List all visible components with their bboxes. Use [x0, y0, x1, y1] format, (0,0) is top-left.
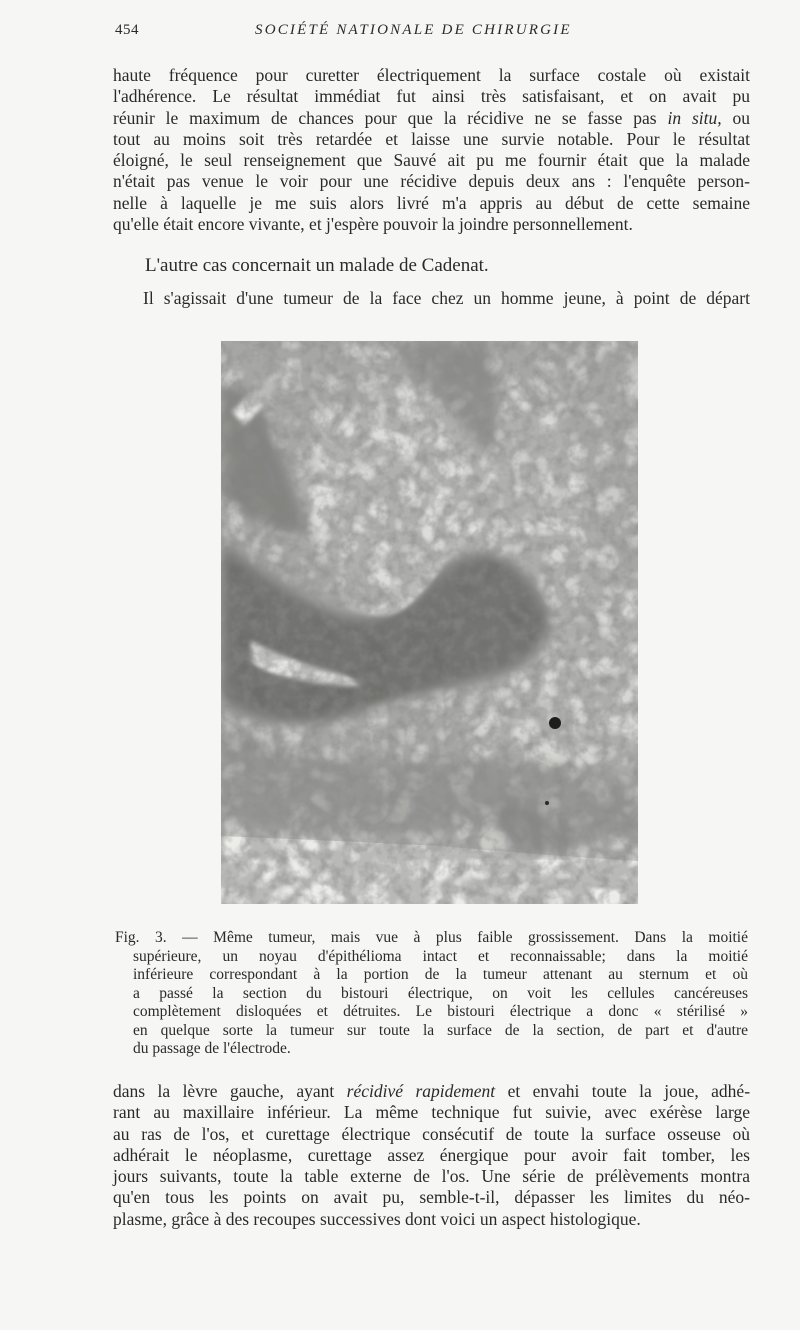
- text-line: Il s'agissait d'une tumeur de la face chez un homme jeune, à point de départ: [143, 288, 750, 308]
- caption-line: [115, 929, 748, 948]
- page-header: [115, 20, 745, 44]
- text-line: au ras de l'os, et curettage électrique consécutif de toute la surface osseuse où: [113, 1123, 750, 1144]
- figure-photomicrograph: [221, 341, 638, 904]
- italic-term: in situ,: [667, 107, 722, 128]
- caption-line: inférieure correspondant à la portion de la tumeur attenant au sternum et où: [133, 966, 748, 983]
- text-segment: ou: [732, 107, 751, 128]
- text-segment: dans la lèvre gauche, ayant: [113, 1081, 335, 1101]
- text-line: rant au maxillaire inférieur. La même technique fut suivie, avec exérèse large: [113, 1102, 750, 1123]
- text-line: qu'en tous les points on avait pu, semble-t-il, dépasser les limites du néo-: [113, 1187, 750, 1208]
- text-line: qu'elle était encore vivante, et j'espère pouvoir la joindre personnellement.: [113, 214, 633, 235]
- text-line: éloigné, le seul renseignement que Sauvé ait pu me fournir était que la malade: [113, 150, 750, 171]
- photomicrograph-image: [221, 341, 638, 904]
- caption-line: supérieure, un noyau d'épithélioma intact et reconnaissable; dans la moitié: [133, 947, 748, 965]
- text-line: plasme, grâce à des recoupes successives dont voici un aspect histologique.: [113, 1208, 641, 1229]
- text-line: haute fréquence pour curetter électriquement la surface costale où existait: [113, 65, 750, 85]
- text-line: nelle à laquelle je me suis alors livré m'a appris au début de cette semaine: [113, 192, 750, 213]
- figure-label: Fig. 3.: [115, 929, 167, 946]
- caption-line: du passage de l'électrode.: [133, 1040, 291, 1057]
- text-line: adhérait le néoplasme, curettage assez énergique pour avoir fait tomber, les: [113, 1144, 750, 1165]
- paragraph-3: [113, 1081, 750, 1230]
- text-segment: et envahi toute la joue, adhé-: [507, 1081, 751, 1101]
- page-number: 454: [115, 22, 139, 38]
- caption-text: — Même tumeur, mais vue à plus faible grossissement. Dans la moitié: [182, 929, 748, 946]
- text-line: n'était pas venue le voir pour une récidive depuis deux ans : l'enquête person-: [113, 171, 750, 192]
- caption-line: en quelque sorte la tumeur sur toute la surface de la section, de part et d'autre: [133, 1021, 748, 1039]
- paragraph-2: [143, 288, 750, 309]
- running-title: SOCIÉTÉ NATIONALE DE CHIRURGIE: [255, 22, 572, 38]
- figure-caption: [115, 929, 748, 1059]
- subheading: L'autre cas concernait un malade de Cadenat.: [145, 255, 489, 276]
- text-line: tout au moins soit très retardée et laisse une survie notable. Pour le résultat: [113, 128, 750, 149]
- text-line: [113, 1081, 750, 1102]
- caption-line: a passé la section du bistouri électrique, on voit les cellules cancéreuses: [133, 984, 748, 1002]
- caption-line: complètement disloquées et détruites. Le bistouri électrique a donc « stérilisé »: [133, 1003, 748, 1020]
- text-line: [113, 108, 750, 129]
- text-line: jours suivants, toute la table externe de l'os. Une série de prélèvements montra: [113, 1166, 750, 1187]
- text-segment: réunir le maximum de chances pour que la récidive ne se fasse pas: [113, 107, 657, 128]
- text-line: l'adhérence. Le résultat immédiat fut ainsi très satisfaisant, et on avait pu: [113, 86, 750, 107]
- italic-term: récidivé rapidement: [346, 1081, 496, 1101]
- paragraph-1: [113, 65, 750, 235]
